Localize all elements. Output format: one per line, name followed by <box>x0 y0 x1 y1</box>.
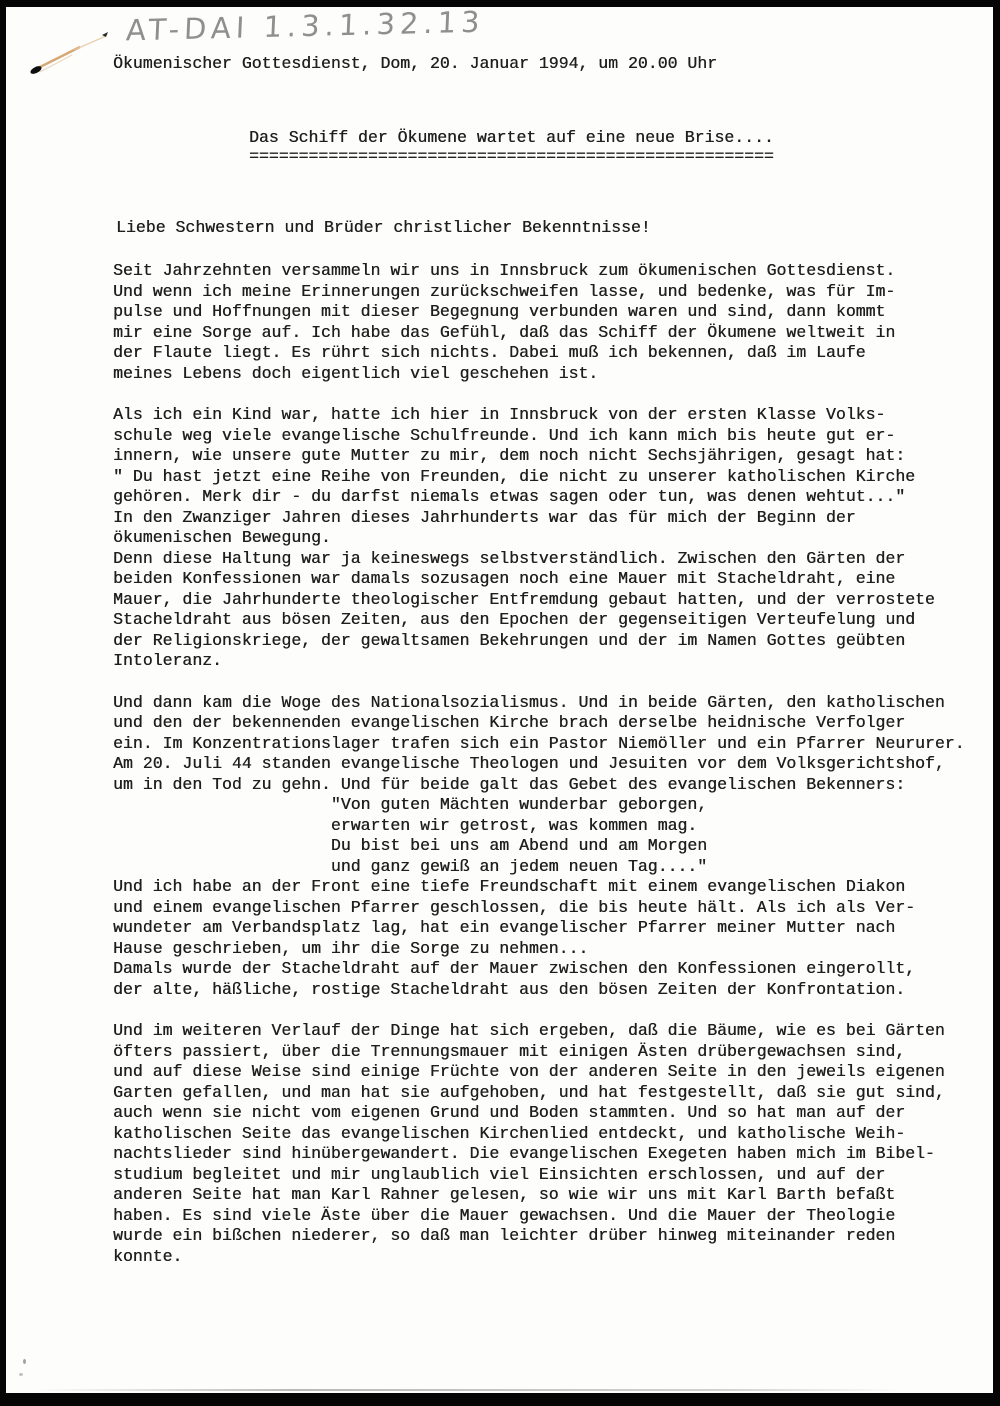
text-line: Als ich ein Kind war, hatte ich hier in Innsbruck von der ersten Klasse Volks- <box>113 405 886 424</box>
text-line: der Flaute liegt. Es rührt sich nichts. Dabei muß ich bekennen, daß im Laufe <box>113 343 866 362</box>
text-line: und den der bekennenden evangelischen Kirche brach derselbe heidnische Verfolger <box>113 713 906 732</box>
paper-edge-shadow <box>34 1389 903 1391</box>
document-body <box>113 261 965 1267</box>
text-line: schule weg viele evangelische Schulfreunde. Und ich kann mich bis heute gut er- <box>113 425 896 445</box>
text-line: "Von guten Mächten wunderbar geborgen, <box>113 795 708 814</box>
text-line: In den Zwanziger Jahren dieses Jahrhunderts war das für mich der Beginn der <box>113 507 856 527</box>
scan-speck <box>19 1373 23 1376</box>
text-line: öfters passiert, über die Trennungsmauer mit einigen Ästen drübergewachsen sind, <box>113 1041 906 1061</box>
text-line: der Religionskriege, der gewaltsamen Bekehrungen und der im Namen Gottes geübten <box>113 630 906 650</box>
text-line: Und wenn ich meine Erinnerungen zurückschweifen lasse, und bedenke, was für Im- <box>113 281 896 301</box>
text-line: Stacheldraht aus bösen Zeiten, aus den Epochen der gegenseitigen Verteufelung und <box>113 610 916 629</box>
document-page <box>6 4 993 1393</box>
text-line: auch wenn sie nicht vom eigenen Grund und Boden stammten. Und so hat man auf der <box>113 1103 906 1122</box>
text-line: nachtslieder sind hinübergewandert. Die evangelischen Exegeten haben mich im Bibel- <box>113 1144 935 1163</box>
text-line: der alte, häßliche, rostige Stacheldraht aus den bösen Zeiten der Konfrontation. <box>113 979 906 999</box>
text-line: pulse und Hoffnungen mit dieser Begegnung verbunden waren und sind, dann kommt <box>113 302 886 321</box>
archive-reference-annotation: AT-DAI 1.3.1.32.13 <box>125 4 486 48</box>
text-line: Seit Jahrzehnten versammeln wir uns in Innsbruck zum ökumenischen Gottesdienst. <box>113 261 896 280</box>
text-line: Garten gefallen, und man hat sie aufgehoben, und hat festgestellt, daß sie gut sind, <box>113 1082 945 1102</box>
paragraph-branches-over-wall <box>113 1021 965 1267</box>
text-line: haben. Es sind viele Äste über die Mauer gewachsen. Und die Mauer der Theologie <box>113 1205 896 1225</box>
text-line: Und dann kam die Woge des Nationalsozialismus. Und in beide Gärten, den katholischen <box>113 692 945 712</box>
text-line: innern, wie unsere gute Mutter zu mir, dem noch nicht Sechsjährigen, gesagt hat: <box>113 446 906 465</box>
text-line: mir eine Sorge auf. Ich habe das Gefühl, daß das Schiff der Ökumene weltweit in <box>113 322 896 342</box>
text-line: Und im weiteren Verlauf der Dinge hat sich ergeben, daß die Bäume, wie es bei Gärten <box>113 1021 945 1040</box>
text-line: und einem evangelischen Pfarrer geschlossen, die bis heute hält. Als ich als Ver- <box>113 897 916 917</box>
text-line: erwarten wir getrost, was kommen mag. <box>113 815 698 835</box>
salutation: Liebe Schwestern und Brüder christlicher Bekenntnisse! <box>116 218 651 237</box>
text-line: Denn diese Haltung war ja keineswegs selbstverständlich. Zwischen den Gärten der <box>113 548 906 568</box>
paragraph-opening <box>113 261 965 384</box>
scan-speck <box>23 1359 26 1364</box>
text-line: gehören. Merk dir - du darfst niemals etwas sagen oder tun, was denen wehtut..." <box>113 487 906 506</box>
text-line: katholischen Seite das evangelischen Kirchenlied entdeckt, und katholische Weih- <box>113 1123 906 1143</box>
pen-scratch-mark <box>24 27 116 77</box>
document-header: Ökumenischer Gottesdienst, Dom, 20. Januar 1994, um 20.00 Uhr <box>113 54 717 73</box>
text-line: und ganz gewiß an jedem neuen Tag...." <box>113 856 708 876</box>
text-line: Und ich habe an der Front eine tiefe Freundschaft mit einem evangelischen Diakon <box>113 877 906 896</box>
text-line: um in den Tod zu gehn. Und für beide galt das Gebet des evangelischen Bekenners: <box>113 774 906 794</box>
text-line: Hause geschrieben, um ihr die Sorge zu nehmen... <box>113 938 589 958</box>
document-title: Das Schiff der Ökumene wartet auf eine neue Brise.... <box>249 128 774 147</box>
text-line: meines Lebens doch eigentlich viel geschehen ist. <box>113 363 599 383</box>
text-line: Du bist bei uns am Abend und am Morgen <box>113 836 708 855</box>
text-line: studium begleitet und mir unglaublich viel Einsichten erschlossen, und auf der <box>113 1164 886 1184</box>
text-line: Intoleranz. <box>113 651 222 670</box>
text-line: konnte. <box>113 1246 183 1266</box>
text-line: Damals wurde der Stacheldraht auf der Mauer zwischen den Konfessionen eingerollt, <box>113 959 916 978</box>
paragraph-childhood-and-wall <box>113 405 965 672</box>
text-line: " Du hast jetzt eine Reihe von Freunden, die nicht zu unserer katholischen Kirche <box>113 466 916 486</box>
text-line: Mauer, die Jahrhunderte theologischer Entfremdung gebaut hatten, und der verrostete <box>113 589 935 609</box>
paragraph-nazism-and-war <box>113 693 965 1001</box>
text-line: und auf diese Weise sind einige Früchte von der anderen Seite in den jeweils eigenen <box>113 1062 945 1081</box>
text-line: beiden Konfessionen war damals sozusagen noch eine Mauer mit Stacheldraht, eine <box>113 569 896 588</box>
text-line: ökumenischen Bewegung. <box>113 528 331 547</box>
text-line: Am 20. Juli 44 standen evangelische Theologen und Jesuiten vor dem Volksgerichtshof, <box>113 754 945 773</box>
title-block <box>249 127 774 167</box>
text-line: ein. Im Konzentrationslager trafen sich ein Pastor Niemöller und ein Pfarrer Neururer. <box>113 733 965 753</box>
text-line: wurde ein bißchen niederer, so daß man leichter drüber hinweg miteinander reden <box>113 1226 896 1245</box>
title-underline: ===================================================== <box>249 147 774 166</box>
text-line: wundeter am Verbandsplatz lag, hat ein evangelischer Pfarrer meiner Mutter nach <box>113 918 896 937</box>
text-line: anderen Seite hat man Karl Rahner gelesen, so wie wir uns mit Karl Barth befaßt <box>113 1185 896 1204</box>
